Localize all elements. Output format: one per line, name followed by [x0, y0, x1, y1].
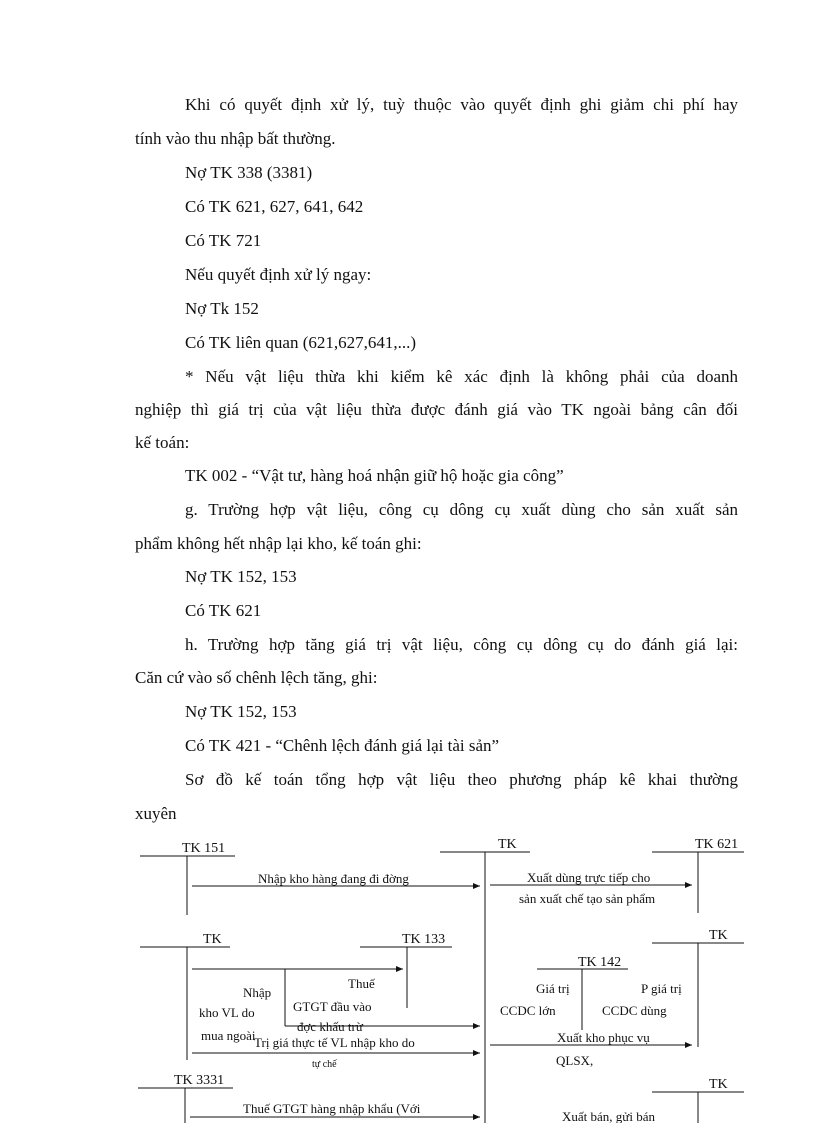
flow-label: Xuất bán, gửi bán [562, 1109, 655, 1123]
flow-label: Xuất dùng trực tiếp cho [527, 870, 651, 885]
entry-line: Có TK liên quan (621,627,641,...) [185, 333, 417, 352]
account-tk621 [652, 837, 744, 913]
flow-label: GTGT đầu vào [293, 999, 372, 1014]
flow-label: Giá trị [536, 981, 570, 996]
flow-label: Xuất kho phục vụ [557, 1030, 650, 1045]
entry-line: Có TK 621 [185, 601, 262, 620]
account-right-3 [652, 1077, 744, 1123]
paragraph-line: * Nếu vật liệu thừa khi kiểm kê xác định là không phải của doanh [185, 367, 738, 386]
entry-line: Nợ TK 152, 153 [185, 702, 297, 721]
entry-line: Nợ TK 338 (3381) [185, 163, 313, 182]
entry-line: Nợ Tk 152 [185, 299, 259, 318]
flow-label: Nhập [243, 985, 272, 1000]
entry-line: Nợ TK 152, 153 [185, 567, 297, 586]
flow-label: đợc khấu trừ [297, 1019, 363, 1034]
flow-label: QLSX, [556, 1053, 594, 1068]
paragraph-line: phẩm không hết nhập lại kho, kế toán ghi: [135, 534, 422, 553]
flow-label: P giá trị [641, 981, 682, 996]
account-label: TK 621 [695, 837, 739, 852]
flow-label: sản xuất chế tạo sản phẩm [519, 891, 656, 906]
paragraph-line: Sơ đồ kế toán tổng hợp vật liệu theo phương pháp kê khai thường [185, 770, 738, 789]
paragraph-line: Nếu quyết định xử lý ngay: [185, 265, 372, 284]
flow-label: Trị giá thực tế VL nhập kho do [254, 1035, 415, 1050]
flow-label: CCDC lớn [500, 1003, 556, 1018]
account-label: TK [709, 928, 728, 943]
paragraph-line: tính vào thu nhập bất thường. [135, 129, 336, 148]
flow-label: Nhập kho hàng đang đi đờng [258, 871, 409, 886]
entry-line: Có TK 721 [185, 231, 262, 250]
paragraph-line: Khi có quyết định xử lý, tuỳ thuộc vào quyết định ghi giảm chi phí hay [185, 95, 738, 114]
flow-label: CCDC dùng [602, 1003, 667, 1018]
accounting-diagram [0, 825, 816, 1123]
paragraph-line: h. Trường hợp tăng giá trị vật liệu, công cụ dông cụ do đánh giá lại: [185, 635, 738, 654]
paragraph-line: Căn cứ vào số chênh lệch tăng, ghi: [135, 668, 378, 687]
account-label: TK [709, 1077, 728, 1092]
account-label: TK 3331 [174, 1073, 225, 1088]
paragraph-line: nghiệp thì giá trị của vật liệu thừa được đánh giá vào TK ngoài bảng cân đối [135, 400, 738, 419]
paragraph-line: g. Trường hợp vật liệu, công cụ dông cụ xuất dùng cho sản xuất sản [185, 500, 738, 519]
flow-label: mua ngoài [201, 1028, 256, 1043]
paragraph-line: xuyên [135, 804, 177, 823]
entry-line: Có TK 421 - “Chênh lệch đánh giá lại tài sản” [185, 736, 500, 755]
flow-label: kho VL do [199, 1005, 255, 1020]
entry-line: Có TK 621, 627, 641, 642 [185, 197, 364, 216]
flow-label: Thuế [348, 976, 375, 991]
central-account [440, 837, 530, 1123]
account-tk3331 [138, 1073, 233, 1123]
paragraph-line: kế toán: [135, 433, 190, 452]
flow-label: tự chế [312, 1059, 337, 1070]
account-label: TK 142 [578, 955, 622, 970]
account-label: TK [498, 837, 517, 852]
account-tk151 [140, 841, 235, 915]
flow-label: Thuế GTGT hàng nhập khẩu (Với [243, 1101, 421, 1116]
account-label: TK 151 [182, 841, 226, 856]
account-label: TK 133 [402, 932, 446, 947]
account-label: TK [203, 932, 222, 947]
entry-line: TK 002 - “Vật tư, hàng hoá nhận giữ hộ hoặc gia công” [185, 466, 564, 485]
account-tk133 [360, 932, 452, 1008]
